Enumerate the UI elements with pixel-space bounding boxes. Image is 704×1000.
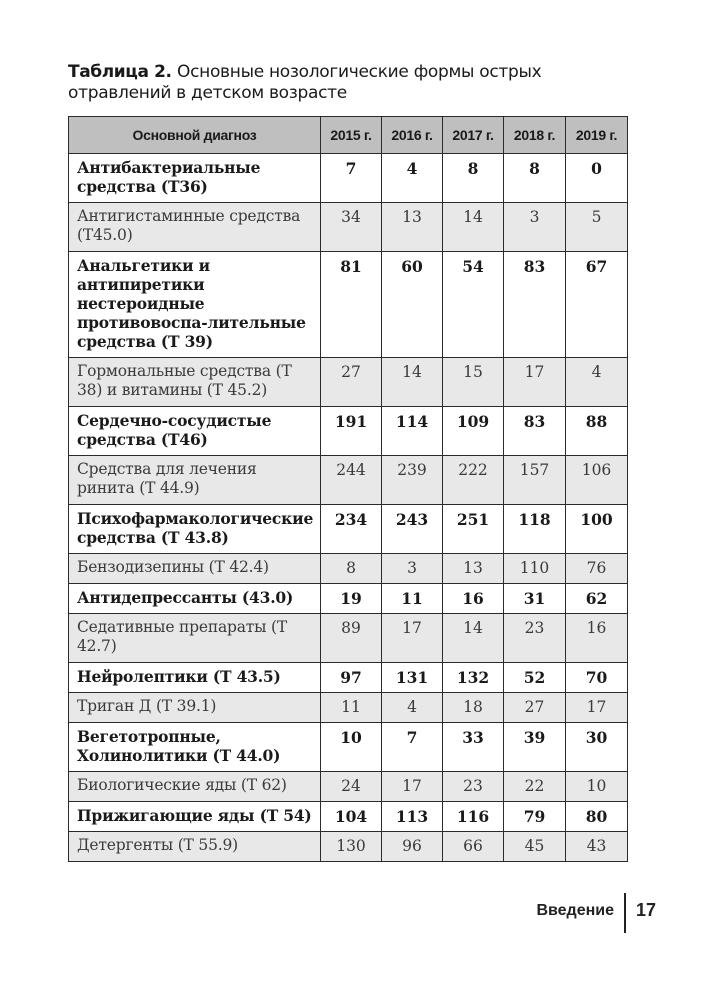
value-cell: 222 (443, 456, 504, 505)
diagnosis-cell: Нейролептики (Т 43.5) (69, 663, 321, 693)
value-cell: 4 (382, 154, 443, 203)
value-cell: 116 (443, 802, 504, 832)
value-cell: 14 (443, 203, 504, 252)
value-cell: 22 (504, 772, 566, 802)
value-cell: 76 (566, 554, 628, 584)
table-row (69, 505, 628, 554)
header-year-2018: 2018 г. (504, 117, 566, 154)
table-body (69, 154, 628, 862)
table-row (69, 554, 628, 584)
value-cell: 8 (504, 154, 566, 203)
value-cell: 60 (382, 252, 443, 358)
value-cell: 110 (504, 554, 566, 584)
value-cell: 109 (443, 407, 504, 456)
value-cell: 131 (382, 663, 443, 693)
value-cell: 132 (443, 663, 504, 693)
value-cell: 4 (566, 358, 628, 407)
value-cell: 81 (321, 252, 382, 358)
table-row (69, 614, 628, 663)
diagnosis-cell: Антигистаминные средства (Т45.0) (69, 203, 321, 252)
value-cell: 70 (566, 663, 628, 693)
value-cell: 104 (321, 802, 382, 832)
value-cell: 30 (566, 723, 628, 772)
diagnosis-cell: Анальгетики и антипиретики нестероидные противовоспа-лительные средства (Т 39) (69, 252, 321, 358)
value-cell: 89 (321, 614, 382, 663)
value-cell: 24 (321, 772, 382, 802)
value-cell: 14 (443, 614, 504, 663)
value-cell: 52 (504, 663, 566, 693)
value-cell: 3 (504, 203, 566, 252)
table-row (69, 252, 628, 358)
diagnosis-cell: Психофармакологические средства (Т 43.8) (69, 505, 321, 554)
value-cell: 83 (504, 407, 566, 456)
header-diagnosis: Основной диагноз (69, 117, 321, 154)
value-cell: 239 (382, 456, 443, 505)
value-cell: 14 (382, 358, 443, 407)
value-cell: 8 (443, 154, 504, 203)
table-row (69, 693, 628, 723)
value-cell: 23 (504, 614, 566, 663)
value-cell: 100 (566, 505, 628, 554)
value-cell: 157 (504, 456, 566, 505)
diagnosis-cell: Антибактериальные средства (Т36) (69, 154, 321, 203)
value-cell: 243 (382, 505, 443, 554)
header-year-2015: 2015 г. (321, 117, 382, 154)
caption-text: Основные нозологические формы острых отравлений в детском возрасте (68, 62, 542, 103)
value-cell: 88 (566, 407, 628, 456)
value-cell: 8 (321, 554, 382, 584)
value-cell: 80 (566, 802, 628, 832)
value-cell: 13 (443, 554, 504, 584)
value-cell: 67 (566, 252, 628, 358)
value-cell: 13 (382, 203, 443, 252)
value-cell: 118 (504, 505, 566, 554)
page-number: 17 (636, 900, 657, 920)
diagnosis-cell: Вегетотропные, Холинолитики (Т 44.0) (69, 723, 321, 772)
table-caption (68, 62, 648, 104)
table-row (69, 584, 628, 614)
value-cell: 83 (504, 252, 566, 358)
value-cell: 66 (443, 832, 504, 862)
value-cell: 79 (504, 802, 566, 832)
value-cell: 251 (443, 505, 504, 554)
diagnosis-cell: Бензодизепины (Т 42.4) (69, 554, 321, 584)
diagnosis-cell: Биологические яды (Т 62) (69, 772, 321, 802)
value-cell: 11 (382, 584, 443, 614)
footer-section-label: Введение (536, 902, 614, 919)
value-cell: 113 (382, 802, 443, 832)
diagnosis-cell: Седативные препараты (Т 42.7) (69, 614, 321, 663)
value-cell: 0 (566, 154, 628, 203)
value-cell: 33 (443, 723, 504, 772)
value-cell: 96 (382, 832, 443, 862)
table-row (69, 663, 628, 693)
value-cell: 106 (566, 456, 628, 505)
value-cell: 17 (504, 358, 566, 407)
table-header-row (69, 117, 628, 154)
value-cell: 62 (566, 584, 628, 614)
table-row (69, 832, 628, 862)
value-cell: 11 (321, 693, 382, 723)
diagnosis-cell: Антидепрессанты (43.0) (69, 584, 321, 614)
value-cell: 54 (443, 252, 504, 358)
value-cell: 27 (321, 358, 382, 407)
value-cell: 10 (321, 723, 382, 772)
header-year-2019: 2019 г. (566, 117, 628, 154)
table-row (69, 358, 628, 407)
value-cell: 45 (504, 832, 566, 862)
value-cell: 114 (382, 407, 443, 456)
table-row (69, 407, 628, 456)
table-row (69, 723, 628, 772)
value-cell: 234 (321, 505, 382, 554)
value-cell: 31 (504, 584, 566, 614)
value-cell: 16 (566, 614, 628, 663)
footer-divider (624, 893, 626, 933)
value-cell: 39 (504, 723, 566, 772)
caption-label: Таблица 2. (68, 62, 172, 82)
diagnosis-cell: Сердечно-сосудистые средства (Т46) (69, 407, 321, 456)
value-cell: 10 (566, 772, 628, 802)
table-row (69, 203, 628, 252)
value-cell: 244 (321, 456, 382, 505)
value-cell: 191 (321, 407, 382, 456)
diagnosis-cell: Прижигающие яды (Т 54) (69, 802, 321, 832)
value-cell: 18 (443, 693, 504, 723)
diagnosis-cell: Гормональные средства (Т 38) и витамины (Т 45.2) (69, 358, 321, 407)
value-cell: 43 (566, 832, 628, 862)
value-cell: 23 (443, 772, 504, 802)
value-cell: 4 (382, 693, 443, 723)
diagnosis-table (68, 116, 628, 862)
value-cell: 17 (382, 614, 443, 663)
diagnosis-cell: Средства для лечения ринита (Т 44.9) (69, 456, 321, 505)
value-cell: 7 (321, 154, 382, 203)
value-cell: 27 (504, 693, 566, 723)
value-cell: 16 (443, 584, 504, 614)
value-cell: 17 (382, 772, 443, 802)
table-row (69, 456, 628, 505)
value-cell: 17 (566, 693, 628, 723)
value-cell: 19 (321, 584, 382, 614)
value-cell: 97 (321, 663, 382, 693)
header-year-2017: 2017 г. (443, 117, 504, 154)
diagnosis-cell: Детергенты (Т 55.9) (69, 832, 321, 862)
value-cell: 15 (443, 358, 504, 407)
table-row (69, 772, 628, 802)
header-year-2016: 2016 г. (382, 117, 443, 154)
value-cell: 5 (566, 203, 628, 252)
value-cell: 7 (382, 723, 443, 772)
table-row (69, 154, 628, 203)
value-cell: 34 (321, 203, 382, 252)
value-cell: 3 (382, 554, 443, 584)
table-row (69, 802, 628, 832)
value-cell: 130 (321, 832, 382, 862)
diagnosis-cell: Триган Д (Т 39.1) (69, 693, 321, 723)
